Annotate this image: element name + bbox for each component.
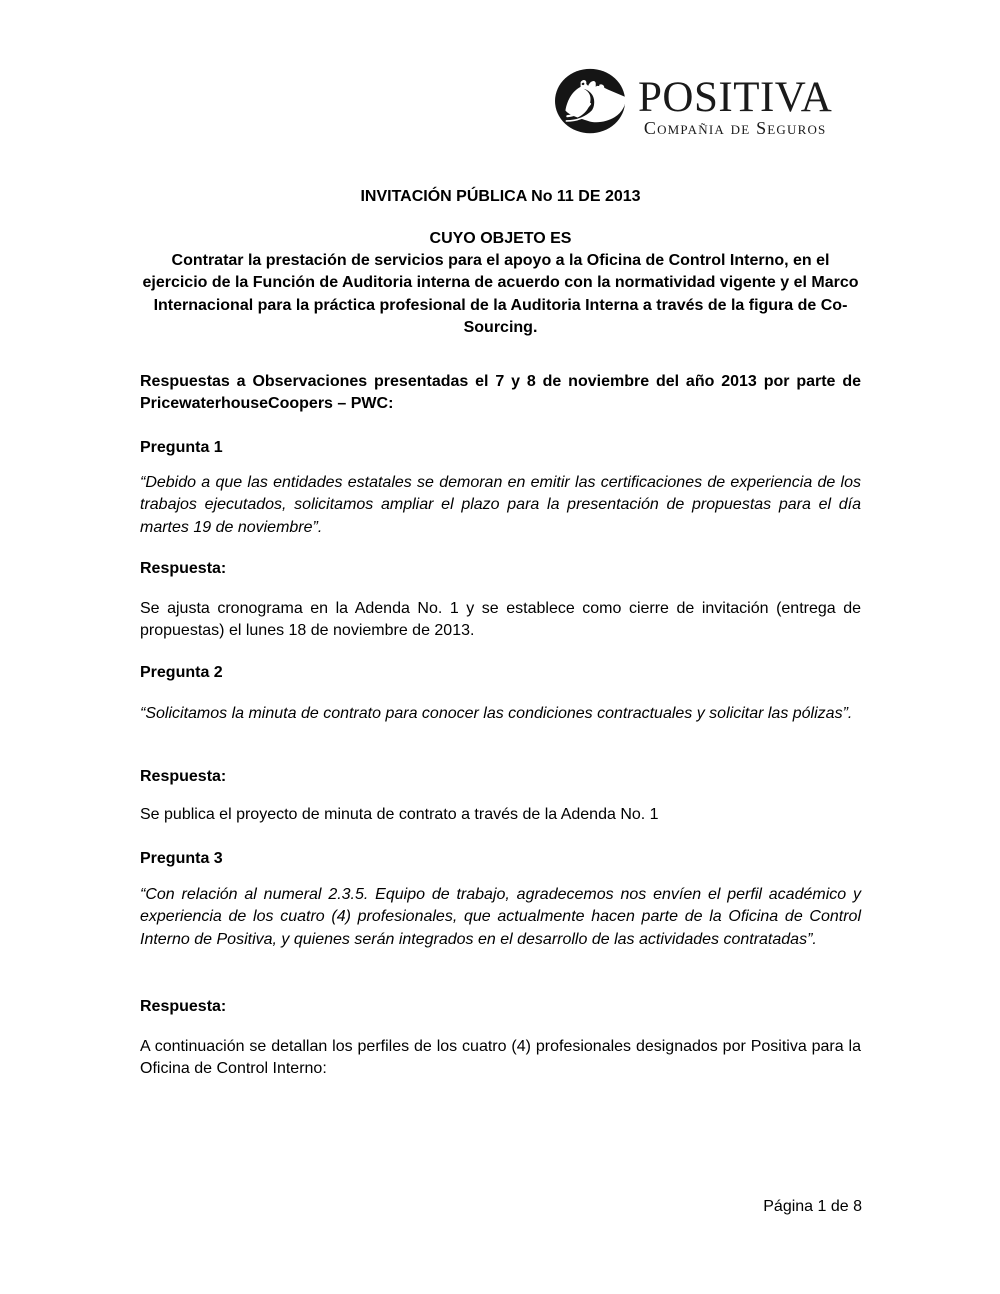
document-subtitle: CUYO OBJETO ES — [429, 230, 572, 247]
contract-object-paragraph: Contratar la prestación de servicios para el apoyo a la Oficina de Control Interno, en el ejercicio de la Función de Auditoria interna de acuerdo con la normatividad vigente y el Marco Internacional para la práctica profesional de la Auditoria Interna a través de la figura de Co-Sourcing. — [142, 252, 859, 337]
document-title: INVITACIÓN PÚBLICA No 11 DE 2013 — [360, 188, 641, 205]
question-3-label: Pregunta 3 — [140, 850, 223, 867]
answer-3-text: A continuación se detallan los perfiles de los cuatro (4) profesionales designados por Positiva para la Oficina de Control Interno: — [140, 1038, 861, 1078]
question-1-text: “Debido a que las entidades estatales se demoran en emitir las certificaciones de experiencia de los trabajos ejecutados, solicitamos ampliar el plazo para la presentación de propuestas para el día martes 19 de noviembre”. — [140, 474, 861, 536]
page-number: Página 1 de 8 — [763, 1198, 862, 1215]
positiva-emblem-icon — [554, 66, 628, 138]
answer-1-label: Respuesta: — [140, 560, 227, 577]
answer-2-text: Se publica el proyecto de minuta de contrato a través de la Adenda No. 1 — [140, 806, 659, 823]
answer-1-text: Se ajusta cronograma en la Adenda No. 1 y se establece como cierre de invitación (entrega de propuestas) el lunes 18 de noviembre de 2013. — [140, 600, 861, 640]
question-1-label: Pregunta 1 — [140, 439, 223, 456]
brand-name: POSITIVA — [638, 74, 833, 121]
brand-tagline: Compañia de Seguros — [643, 118, 827, 138]
answer-2-label: Respuesta: — [140, 768, 227, 785]
question-3-text: “Con relación al numeral 2.3.5. Equipo de trabajo, agradecemos nos envíen el perfil académico y experiencia de los cuatro (4) profesionales, que actualmente hacen parte de la Oficina de Control Interno de Positiva, y quienes serán integrados en el desarrollo de las actividades contratadas”. — [140, 886, 861, 948]
responses-intro-paragraph: Respuestas a Observaciones presentadas el 7 y 8 de noviembre del año 2013 por parte de PricewaterhouseCoopers – PWC: — [140, 373, 861, 413]
answer-3-label: Respuesta: — [140, 998, 227, 1015]
positiva-wordmark — [638, 74, 833, 138]
question-2-text: “Solicitamos la minuta de contrato para conocer las condiciones contractuales y solicitar las pólizas”. — [140, 705, 853, 722]
positiva-logo — [554, 66, 832, 138]
question-2-label: Pregunta 2 — [140, 664, 223, 681]
